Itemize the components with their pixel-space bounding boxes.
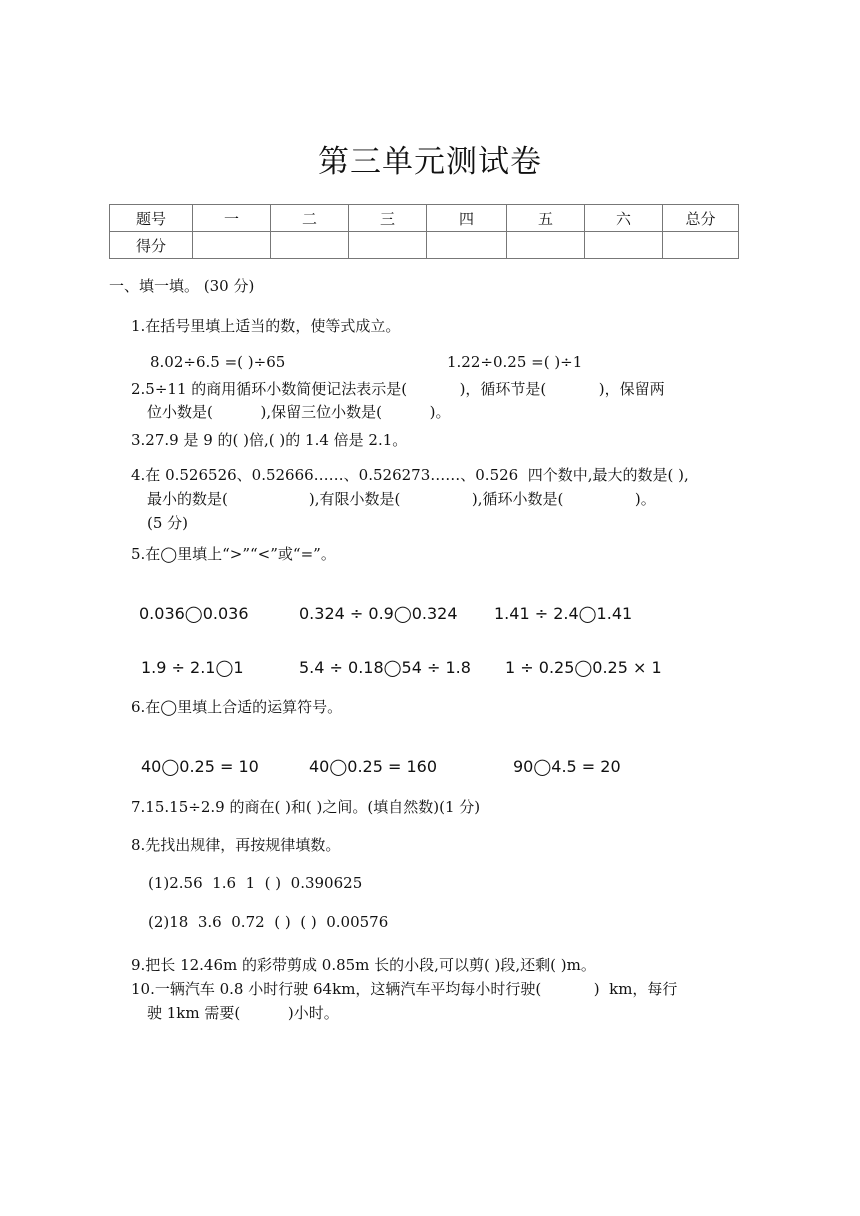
question-7: 7.15.15÷2.9 的商在( )和( )之间。(填自然数)(1 分): [131, 798, 481, 816]
compare-item: 0.324 ÷ 0.9◯0.324: [299, 604, 458, 623]
score-table-score-row: [110, 232, 739, 259]
header-cell-6: 六: [585, 205, 663, 232]
score-cell[interactable]: [271, 232, 349, 259]
question-4-line-3: (5 分): [147, 514, 189, 532]
score-cell[interactable]: [193, 232, 271, 259]
score-table: [109, 204, 739, 259]
operator-item: 90◯4.5 = 20: [513, 757, 621, 776]
question-1-equation-a: 8.02÷6.5 =( )÷65: [150, 353, 286, 371]
header-cell-4: 四: [427, 205, 507, 232]
page-title: 第三单元测试卷: [318, 144, 542, 180]
question-4-line-1: 4.在 0.526526、0.52666……、0.526273……、0.526 四个数中,最大的数是( ),: [131, 466, 689, 484]
header-cell-question-number: 题号: [110, 205, 193, 232]
question-10-line-1: 10.一辆汽车 0.8 小时行驶 64km，这辆汽车平均每小时行驶( ) km，每行: [131, 980, 678, 998]
score-cell[interactable]: [427, 232, 507, 259]
score-cell[interactable]: [663, 232, 739, 259]
score-cell[interactable]: [349, 232, 427, 259]
compare-item: 0.036◯0.036: [139, 604, 249, 623]
header-cell-2: 二: [271, 205, 349, 232]
compare-item: 5.4 ÷ 0.18◯54 ÷ 1.8: [299, 658, 471, 677]
header-cell-5: 五: [507, 205, 585, 232]
question-9: 9.把长 12.46m 的彩带剪成 0.85m 长的小段,可以剪( )段,还剩( )m。: [131, 956, 596, 974]
score-cell[interactable]: [507, 232, 585, 259]
question-5: 5.在◯里填上“>”“<”或“=”。: [131, 545, 336, 563]
question-4-line-2: 最小的数是( ),有限小数是( ),循环小数是( )。: [147, 490, 656, 508]
question-8: 8.先找出规律，再按规律填数。: [131, 836, 341, 854]
score-cell[interactable]: [585, 232, 663, 259]
question-1: 1.在括号里填上适当的数，使等式成立。: [131, 317, 401, 335]
question-3: 3.27.9 是 9 的( )倍,( )的 1.4 倍是 2.1。: [131, 431, 408, 449]
header-cell-1: 一: [193, 205, 271, 232]
score-table-header-row: [110, 205, 739, 232]
question-10-line-2: 驶 1km 需要( )小时。: [147, 1004, 339, 1022]
question-8-sequence-1: (1)2.56 1.6 1 ( ) 0.390625: [148, 874, 363, 892]
section-heading: 一、填一填。 (30 分): [109, 277, 255, 295]
compare-item: 1.41 ÷ 2.4◯1.41: [494, 604, 633, 623]
question-1-equation-b: 1.22÷0.25 =( )÷1: [447, 353, 583, 371]
score-row-label: 得分: [110, 232, 193, 259]
question-6: 6.在◯里填上合适的运算符号。: [131, 698, 343, 716]
compare-item: 1.9 ÷ 2.1◯1: [141, 658, 244, 677]
header-cell-total: 总分: [663, 205, 739, 232]
question-8-sequence-2: (2)18 3.6 0.72 ( ) ( ) 0.00576: [148, 913, 389, 931]
question-2-line-1: 2.5÷11 的商用循环小数简便记法表示是( )，循环节是( )，保留两: [131, 380, 665, 398]
question-2-line-2: 位小数是( ),保留三位小数是( )。: [147, 403, 451, 421]
compare-item: 1 ÷ 0.25◯0.25 × 1: [505, 658, 662, 677]
operator-item: 40◯0.25 = 10: [141, 757, 259, 776]
operator-item: 40◯0.25 = 160: [309, 757, 438, 776]
header-cell-3: 三: [349, 205, 427, 232]
